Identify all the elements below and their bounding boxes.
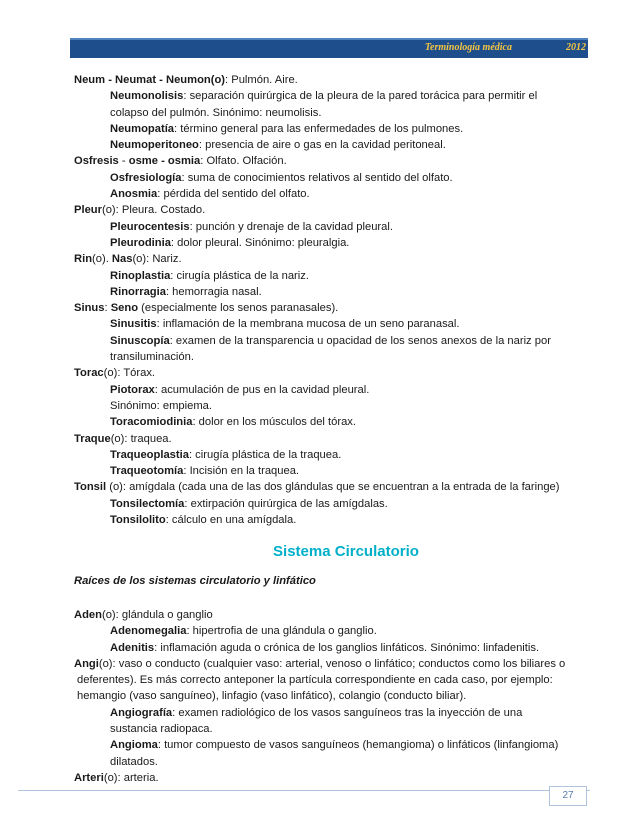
entry-sub: Sinusitis: inflamación de la membrana mucosa de un seno paranasal. bbox=[110, 318, 460, 331]
document-body bbox=[74, 72, 594, 786]
header-divider bbox=[590, 40, 594, 58]
entry-sub: Piotorax: acumulación de pus en la cavidad pleural. bbox=[110, 383, 370, 396]
entry-sub: Osfresiología: suma de conocimientos relativos al sentido del olfato. bbox=[110, 171, 453, 184]
entry-sub: Rinorragia: hemorragia nasal. bbox=[110, 285, 262, 298]
entry-sub: Neumonolisis: separación quirúrgica de la pleura de la pared torácica para permitir el bbox=[110, 90, 538, 103]
entry-sub: Pleurodinia: dolor pleural. Sinónimo: pleuralgia. bbox=[110, 236, 350, 249]
entry-sub: Angiografía: examen radiológico de los vasos sanguíneos tras la inyección de una bbox=[110, 706, 523, 719]
entry-root: Aden(o): glándula o ganglio bbox=[74, 608, 213, 621]
entry-root: Angi(o): vaso o conducto (cualquier vaso: arterial, venoso o linfático; conductos como los biliares o bbox=[74, 657, 566, 670]
entry-sub-cont: transiluminación. bbox=[110, 351, 194, 364]
entry-sub: Angioma: tumor compuesto de vasos sanguíneos (hemangioma) o linfáticos (linfangioma) bbox=[110, 739, 559, 752]
entry-sub-cont: colapso del pulmón. Sinónimo: neumolisis. bbox=[110, 106, 322, 119]
entry-sub: Neumopatía: término general para las enfermedades de los pulmones. bbox=[110, 122, 464, 135]
entry-sub: Traqueotomía: Incisión en la traquea. bbox=[110, 465, 300, 478]
entry-sub-cont: dilatados. bbox=[110, 755, 158, 768]
spacer bbox=[74, 589, 594, 607]
header-year: 2012 bbox=[566, 42, 586, 53]
entry-sub: Tonsilolito: cálculo en una amígdala. bbox=[110, 514, 297, 527]
entry-root: Neum - Neumat - Neumon(o): Pulmón. Aire. bbox=[74, 74, 298, 86]
entry-sub-cont: sustancia radiopaca. bbox=[110, 722, 213, 735]
entry-root-cont: hemangio (vaso sanguíneo), linfagio (vaso linfático), colangio (conducto biliar). bbox=[77, 690, 467, 703]
entry-root: Traque(o): traquea. bbox=[74, 432, 172, 445]
entry-root-cont: deferentes). Es más correcto anteponer la partícula correspondiente en cada caso, por ejemplo: bbox=[77, 674, 553, 687]
entry-root: Torac(o): Tórax. bbox=[74, 367, 156, 380]
entry-sub: Sinuscopía: examen de la transparencia u opacidad de los senos anexos de la nariz por bbox=[110, 334, 551, 347]
entry-sub: Toracomiodinia: dolor en los músculos del tórax. bbox=[110, 416, 357, 429]
entry-root: Sinus: Seno (especialmente los senos paranasales). bbox=[74, 302, 339, 315]
entry-sub: Pleurocentesis: punción y drenaje de la cavidad pleural. bbox=[110, 220, 393, 233]
entry-sub: Traqueoplastia: cirugía plástica de la traquea. bbox=[110, 448, 342, 461]
entry-sub: Adenitis: inflamación aguda o crónica de los ganglios linfáticos. Sinónimo: linfadenitis. bbox=[110, 641, 540, 654]
page-number: 27 bbox=[549, 786, 587, 806]
entry-root: Pleur(o): Pleura. Costado. bbox=[74, 204, 206, 217]
entry-sub: Tonsilectomía: extirpación quirúrgica de las amígdalas. bbox=[110, 497, 388, 510]
entry-sub: Neumoperitoneo: presencia de aire o gas en la cavidad peritoneal. bbox=[110, 139, 446, 152]
entry-sub: Adenomegalia: hipertrofia de una glándula o ganglio. bbox=[110, 625, 377, 638]
footer-line bbox=[18, 790, 590, 791]
entry-root: Arteri(o): arteria. bbox=[74, 771, 159, 784]
entry-sub: Rinoplastia: cirugía plástica de la nariz. bbox=[110, 269, 309, 282]
entry-sub-plain: Sinónimo: empiema. bbox=[110, 399, 212, 412]
entry-root: Tonsil (o): amígdala (cada una de las dos glándulas que se encuentran a la entrada de la faringe) bbox=[74, 481, 560, 494]
entry-root: Osfresis - osme - osmia: Olfato. Olfación. bbox=[74, 155, 287, 168]
subsection-title: Raíces de los sistemas circulatorio y linfático bbox=[74, 574, 316, 587]
header-title: Terminología médica bbox=[424, 42, 512, 53]
section-title: Sistema Circulatorio bbox=[273, 543, 419, 561]
entry-sub: Anosmia: pérdida del sentido del olfato. bbox=[110, 188, 310, 201]
entry-root: Rin(o). Nas(o): Nariz. bbox=[74, 253, 182, 266]
